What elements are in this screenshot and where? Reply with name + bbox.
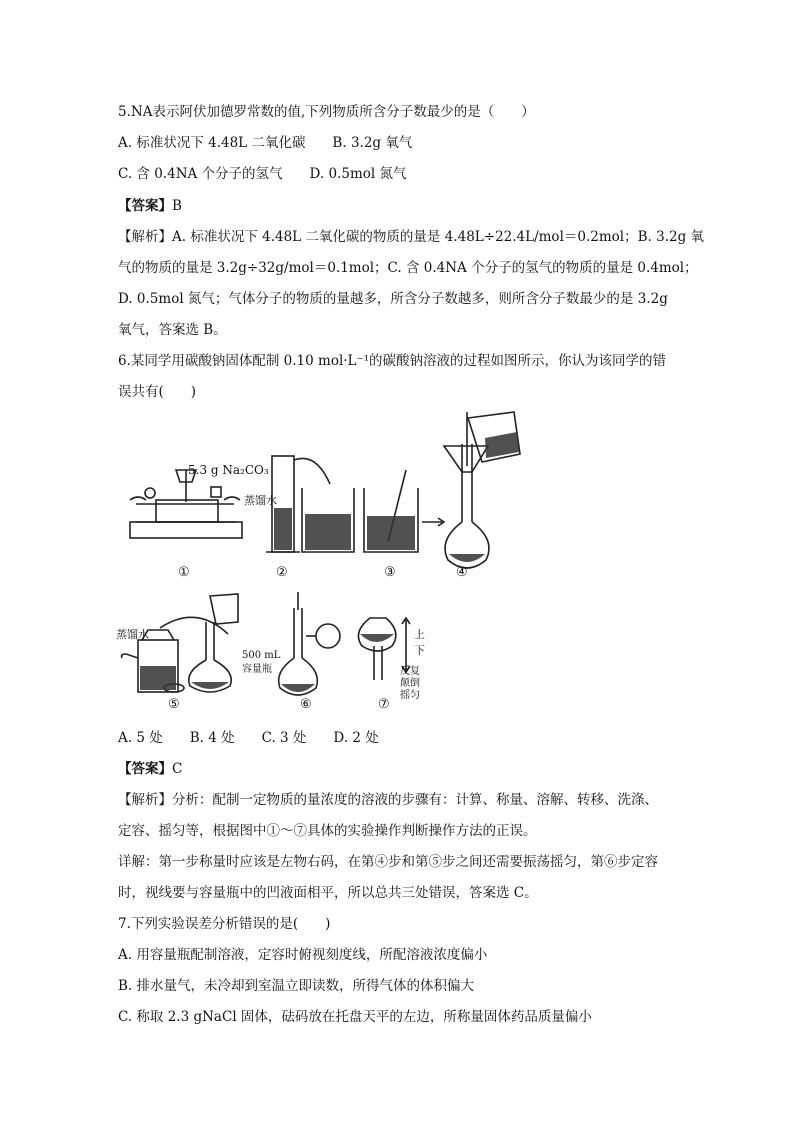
q5-options-ab: A. 标准状况下 4.48L 二氧化碳 B. 3.2g 氧气 (118, 135, 413, 151)
step-7-label: ⑦ (378, 697, 390, 712)
flask-volume-label: 500 mL (242, 650, 281, 661)
shake-label-3: 摇匀 (400, 690, 420, 701)
q7-option-a: A. 用容量瓶配制溶液，定容时俯视刻度线，所配溶液浓度偏小 (118, 947, 488, 963)
q6-analysis-line-1: 【解析】分析：配制一定物质的量浓度的溶液的步骤有：计算、称量、溶解、转移、洗涤、 (118, 792, 658, 808)
step-5-label: ⑤ (168, 697, 180, 712)
q5-question: 5.NA表示阿伏加德罗常数的值,下列物质所含分子数最少的是（ ） (118, 104, 535, 120)
up-label: 上 (414, 628, 425, 641)
water-label-2: 蒸馏水 (116, 628, 149, 641)
q6-answer (118, 760, 698, 778)
q7-option-b: B. 排水量气，未冷却到室温立即读数，所得气体的体积偏大 (118, 978, 475, 994)
step-6-label: ⑥ (300, 697, 312, 712)
q5-analysis-line-3: D. 0.5mol 氮气；气体分子的物质的量越多，所含分子数越多，则所含分子数最少的是 3.2g (118, 291, 668, 307)
meniscus-inset (316, 624, 340, 648)
mass-label: 5.3 g Na₂CO₃ (188, 463, 269, 477)
q7-option-c: C. 称取 2.3 gNaCl 固体，砝码放在托盘天平的左边，所称量固体药品质量偏小 (118, 1009, 592, 1025)
q6-question-line-1: 6.某同学用碳酸钠固体配制 0.10 mol·L⁻¹的碳酸钠溶液的过程如图所示，你认为该同学的错 (118, 353, 667, 369)
answer-tag: 【答案】 (118, 198, 172, 214)
q5-options-cd: C. 含 0.4NA 个分子的氢气 D. 0.5mol 氮气 (118, 166, 407, 182)
balance-base (130, 522, 242, 538)
q6-analysis-line-2: 定容、摇匀等，根据图中①～⑦具体的实验操作判断操作方法的正误。 (118, 823, 537, 839)
answer-value: B (172, 198, 182, 214)
q6-question-line-2: 误共有( ) (118, 384, 197, 400)
step-3-label: ③ (384, 565, 396, 580)
q6-options: A. 5 处 B. 4 处 C. 3 处 D. 2 处 (118, 730, 379, 746)
water-label: 蒸馏水 (244, 494, 277, 507)
step-4-label: ④ (456, 565, 468, 580)
q5-analysis-line-1: 【解析】A. 标准状况下 4.48L 二氧化碳的物质的量是 4.48L÷22.4L/mol＝0.2mol；B. 3.2g 氧 (118, 229, 705, 245)
experiment-figure-row-1 (116, 410, 536, 580)
experiment-figure-row-2 (116, 588, 446, 718)
shake-label-1: 反复 (400, 666, 420, 677)
q5-answer (118, 197, 698, 215)
step-1-label: ① (178, 565, 190, 580)
flask-type-label: 容量瓶 (242, 664, 272, 675)
q6-analysis-line-4: 时，视线要与容量瓶中的凹液面相平，所以总共三处错误，答案选 C。 (118, 885, 538, 901)
q7-question: 7.下列实验误差分析错误的是( ) (118, 916, 331, 932)
step-2-label: ② (276, 565, 288, 580)
answer-tag: 【答案】 (118, 761, 172, 777)
q5-analysis-line-4: 氧气，答案选 B。 (118, 322, 227, 338)
q6-analysis-line-3: 详解：第一步称量时应该是左物右码，在第④步和第⑤步之间还需要振荡摇匀，第⑥步定容 (118, 854, 658, 870)
answer-value: C (172, 761, 183, 777)
q5-analysis-line-2: 气的物质的量是 3.2g÷32g/mol＝0.1mol；C. 含 0.4NA 个分子的氢气的物质的量是 0.4mol； (118, 260, 698, 276)
shake-label-2: 颠倒 (400, 678, 420, 689)
down-label: 下 (414, 644, 425, 657)
